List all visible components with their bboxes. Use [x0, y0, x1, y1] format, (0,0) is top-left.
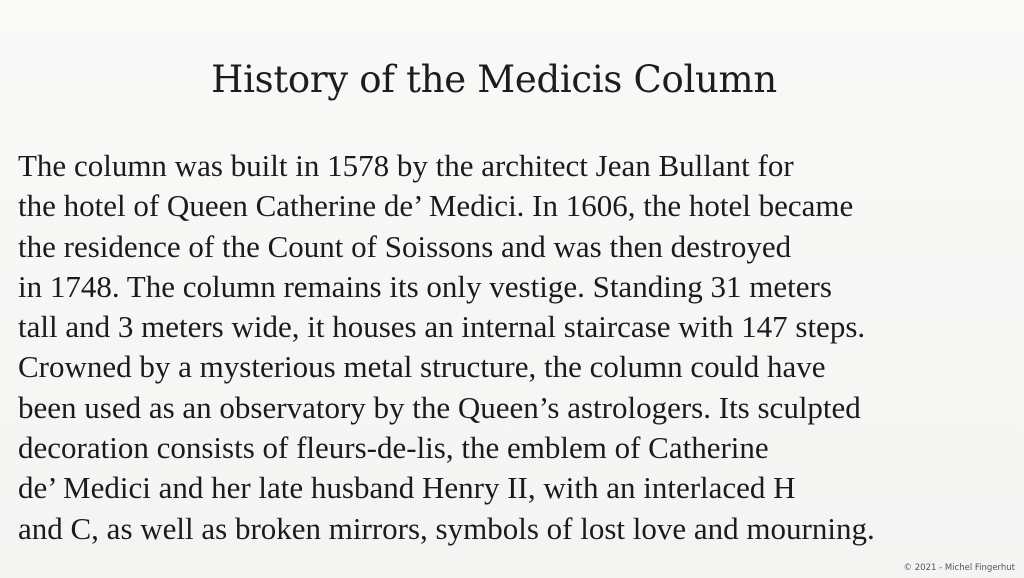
body-line-5: tall and 3 meters wide, it houses an internal staircase with 147 steps. — [18, 309, 866, 345]
plaque-body — [18, 146, 1018, 549]
copyright-watermark: © 2021 - Michel Fingerhut — [903, 563, 1015, 573]
body-line-6: Crowned by a mysterious metal structure, the column could have — [18, 349, 826, 385]
body-line-4: in 1748. The column remains its only vestige. Standing 31 meters — [18, 268, 832, 304]
body-line-7: been used as an observatory by the Queen’s astrologers. Its sculpted — [18, 389, 861, 425]
body-line-2: the hotel of Queen Catherine de’ Medici. In 1606, the hotel became — [18, 188, 854, 224]
body-line-10: and C, as well as broken mirrors, symbols of lost love and mourning. — [18, 510, 875, 546]
body-line-3: the residence of the Count of Soissons and was then destroyed — [18, 228, 792, 264]
body-line-1: The column was built in 1578 by the architect Jean Bullant for — [18, 148, 794, 183]
plaque-title: History of the Medicis Column — [211, 58, 777, 101]
body-line-9: de’ Medici and her late husband Henry II, with an interlaced H — [18, 470, 796, 506]
body-line-8: decoration consists of fleurs-de-lis, the emblem of Catherine — [18, 430, 769, 466]
